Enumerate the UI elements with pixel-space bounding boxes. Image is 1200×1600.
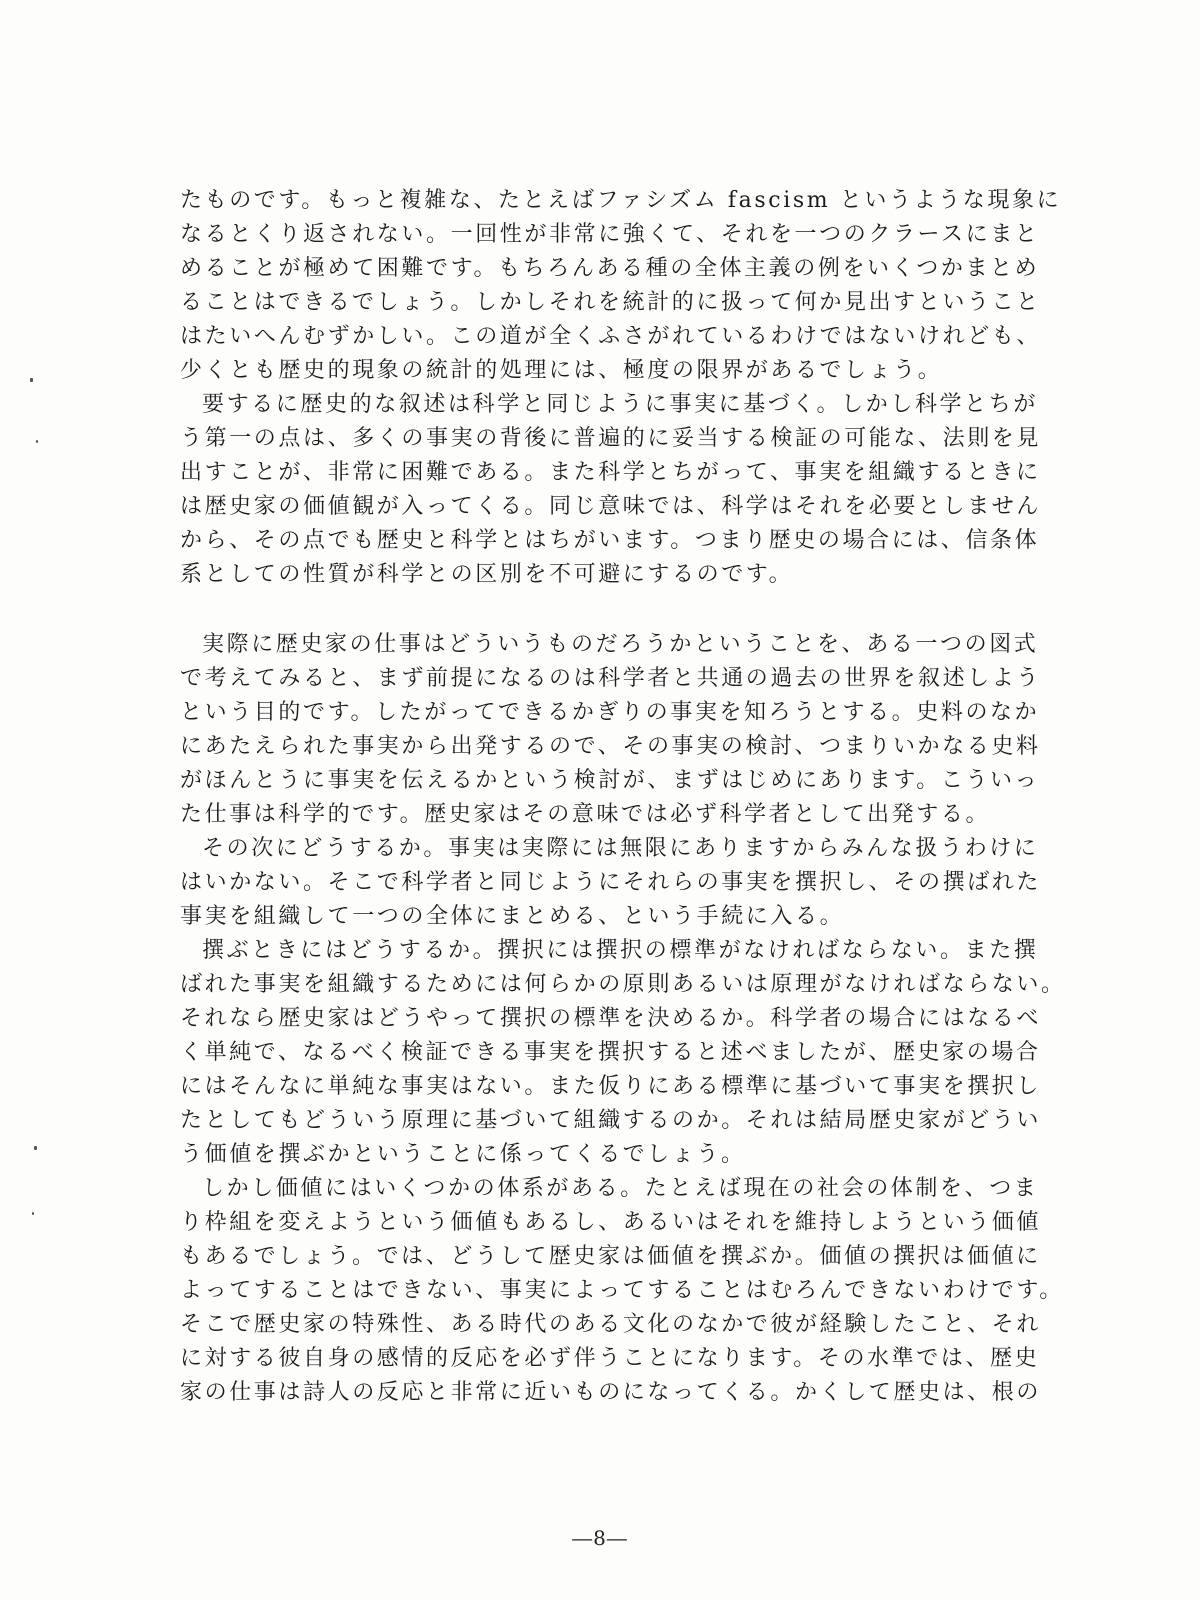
text-line: たとしてもどういう原理に基づいて組織するのか。それは結局歴史家がどうい bbox=[180, 1108, 1042, 1133]
text-line: にはそんなに単純な事実はない。また仮りにある標準に基づいて事実を撰択し bbox=[180, 1074, 1042, 1099]
text-line: 撰ぶときにはどうするか。撰択には撰択の標準がなければならない。また撰 bbox=[202, 938, 1039, 963]
text-line: で考えてみると、まず前提になるのは科学者と共通の過去の世界を叙述しよう bbox=[180, 666, 1042, 691]
text-line: に対する彼自身の感情的反応を必ず伴うことになります。その水準では、歴史 bbox=[180, 1346, 1040, 1371]
text-line: ることはできるでしょう。しかしそれを統計的に扱って何か見出すということ bbox=[180, 290, 1041, 315]
text-line: 事実を組織して一つの全体にまとめる、という手続に入る。 bbox=[180, 904, 845, 929]
paragraph-4 bbox=[180, 832, 1040, 934]
text-line: よってすることはできない、事実によってすることはむろんできないわけです。 bbox=[180, 1278, 1064, 1303]
text-line: 系としての性質が科学との区別を不可避にするのです。 bbox=[180, 562, 794, 587]
paragraph-6 bbox=[180, 1172, 1064, 1410]
text-line: めることが極めて困難です。もちろんある種の全体主義の例をいくつかまとめ bbox=[180, 256, 1040, 281]
paragraph-1 bbox=[180, 184, 1062, 388]
text-line: 実際に歴史家の仕事はどういうものだろうかということを、ある一つの図式 bbox=[202, 632, 1039, 657]
page-number: ―8― bbox=[572, 1526, 628, 1550]
text-line: う価値を撰ぶかということに係ってくるでしょう。 bbox=[180, 1142, 746, 1167]
paragraph-5 bbox=[180, 934, 1066, 1172]
text-line: ばれた事実を組織するためには何らかの原則あるいは原理がなければならない。 bbox=[180, 972, 1066, 997]
section-gap bbox=[180, 592, 1040, 628]
text-line: なるとくり返されない。一回性が非常に強くて、それを一つのクラースにまと bbox=[180, 222, 1040, 247]
text-line: 要するに歴史的な叙述は科学と同じように事実に基づく。しかし科学とちが bbox=[202, 392, 1038, 417]
text-line: がほんとうに事実を伝えるかという検討が、まずはじめにあります。こういっ bbox=[180, 768, 1040, 793]
text-line: から、その点でも歴史と科学とはちがいます。つまり歴史の場合には、信条体 bbox=[180, 528, 1040, 553]
text-line: はいかない。そこで科学者と同じようにそれらの事実を撰択し、その撰ばれた bbox=[180, 870, 1042, 895]
text-line: は歴史家の価値観が入ってくる。同じ意味では、科学はそれを必要としません bbox=[180, 494, 1042, 519]
paragraph-3 bbox=[180, 628, 1040, 832]
text-line: はたいへんむずかしい。この道が全くふさがれているわけではないけれども、 bbox=[180, 324, 1042, 349]
text-line: その次にどうするか。事実は実際には無限にありますからみんな扱うわけに bbox=[202, 836, 1039, 861]
text-line: り枠組を変えようという価値もあるし、あるいはそれを維持しようという価値 bbox=[180, 1210, 1042, 1235]
text-line: という目的です。したがってできるかぎりの事実を知ろうとする。史料のなか bbox=[180, 700, 1040, 725]
text-line: たものです。もっと複雑な、たとえばファシズム fascism というような現象に bbox=[180, 188, 1062, 213]
body-text bbox=[180, 184, 1066, 1410]
text-line: く単純で、なるべく検証できる事実を撰択すると述べましたが、歴史家の場合 bbox=[180, 1040, 1041, 1065]
paragraph-2 bbox=[180, 388, 1040, 592]
scan-speck bbox=[34, 1146, 37, 1150]
text-line: 家の仕事は詩人の反応と非常に近いものになってくる。かくして歴史は、根の bbox=[180, 1380, 1042, 1405]
text-line: う第一の点は、多くの事実の背後に普遍的に妥当する検証の可能な、法則を見 bbox=[180, 426, 1042, 451]
text-line: 出すことが、非常に困難である。また科学とちがって、事実を組織するときに bbox=[180, 460, 1041, 485]
text-line: た仕事は科学的です。歴史家はその意味では必ず科学者として出発する。 bbox=[180, 802, 991, 827]
text-line: しかし価値にはいくつかの体系がある。たとえば現在の社会の体制を、つま bbox=[202, 1176, 1039, 1201]
scan-speck bbox=[30, 378, 33, 382]
text-line: 少くとも歴史的現象の統計的処理には、極度の限界があるでしょう。 bbox=[180, 358, 943, 383]
scan-speck bbox=[32, 1212, 34, 1215]
scan-speck bbox=[36, 440, 38, 443]
text-line: そこで歴史家の特殊性、ある時代のある文化のなかで彼が経験したこと、それ bbox=[180, 1312, 1042, 1337]
text-line: それなら歴史家はどうやって撰択の標準を決めるか。科学者の場合にはなるべ bbox=[180, 1006, 1042, 1031]
text-line: にあたえられた事実から出発するので、その事実の検討、つまりいかなる史料 bbox=[180, 734, 1041, 759]
text-line: もあるでしょう。では、どうして歴史家は価値を撰ぶか。価値の撰択は価値に bbox=[180, 1244, 1041, 1269]
